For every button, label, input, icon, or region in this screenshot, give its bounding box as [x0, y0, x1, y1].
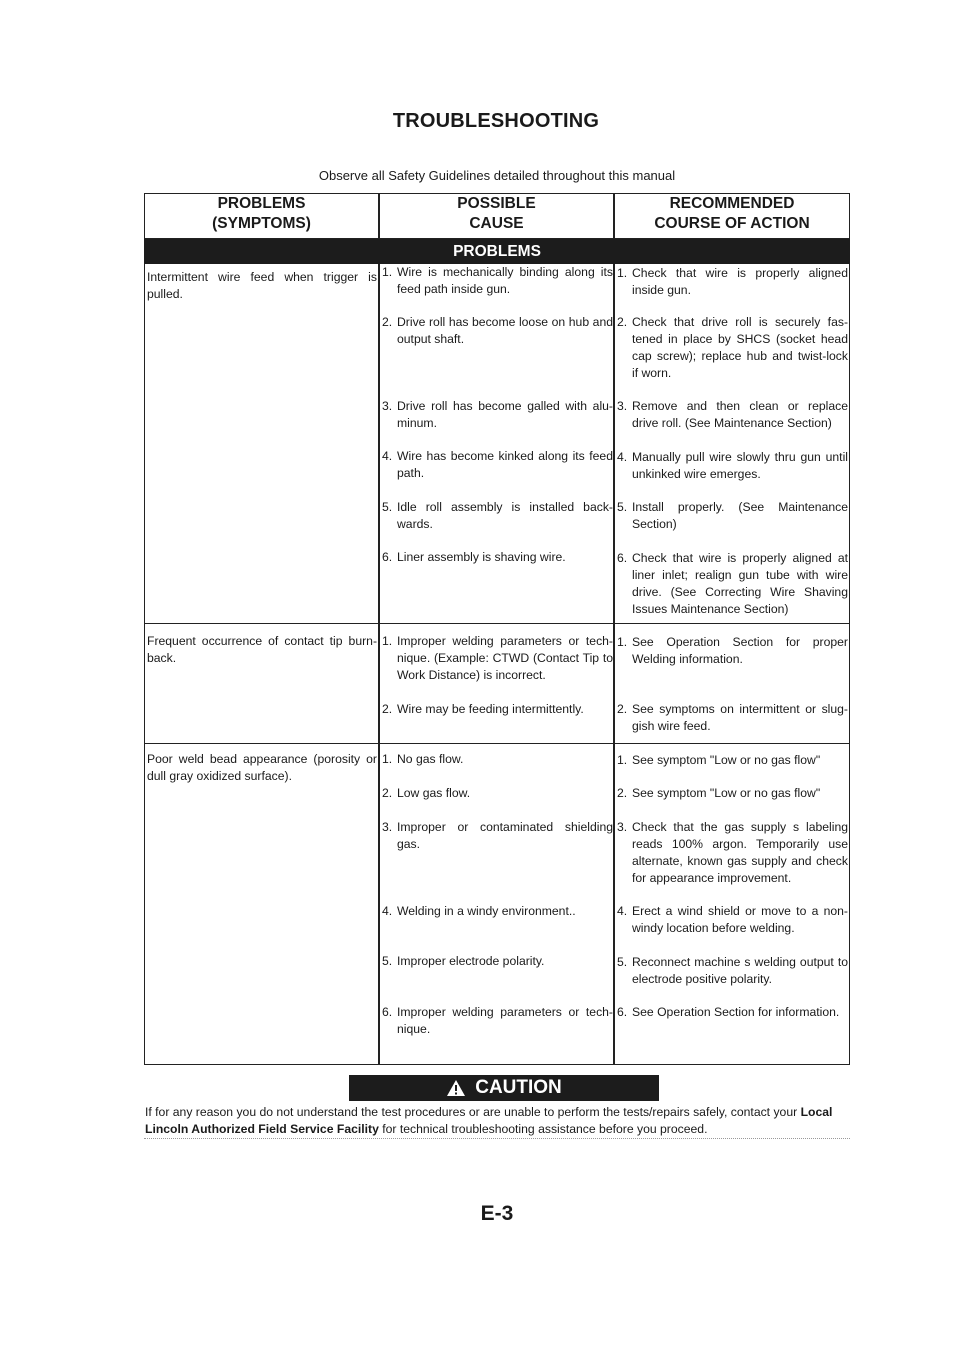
cause-text: Wire is mechanically binding along its feed path inside gun.: [397, 265, 613, 296]
action-number: 2.: [617, 786, 628, 800]
cause-number: 2.: [382, 786, 393, 800]
symptom-cell: [145, 264, 380, 623]
caution-text-2: for technical troubleshooting assistance before you proceed.: [378, 1122, 708, 1136]
symptom-cell: [145, 624, 380, 743]
section-bar-problems: PROBLEMS: [144, 239, 850, 264]
caution-text-bold: Local Lincoln Authorized Field Service Facility: [145, 1105, 833, 1136]
cause-text: Improper electrode polarity.: [397, 954, 545, 968]
cause-number: 3.: [382, 820, 393, 834]
action-number: 4.: [617, 450, 628, 464]
table-row: [144, 744, 850, 1065]
action-text: Manually pull wire slowly thru gun until unkinked wire emerges.: [632, 450, 848, 481]
action-text: Check that wire is properly aligned inside gun.: [632, 266, 848, 297]
cause-cell: [380, 624, 615, 743]
action-item: [617, 954, 848, 988]
action-item: [617, 634, 848, 668]
action-number: 6.: [617, 1005, 628, 1019]
action-text: Erect a wind shield or move to a non-windy location before welding.: [632, 904, 848, 935]
cause-number: 3.: [382, 399, 393, 413]
cause-item: [382, 264, 613, 298]
action-number: 1.: [617, 266, 628, 280]
action-cell: [615, 264, 849, 623]
cause-item: [382, 448, 613, 482]
cause-text: Drive roll has become galled with alu-minum.: [397, 399, 613, 430]
cause-number: 5.: [382, 954, 393, 968]
cause-text: Wire has become kinked along its feed path.: [397, 449, 613, 480]
cause-item: [382, 751, 613, 768]
cause-text: Improper or contaminated shielding gas.: [397, 820, 613, 851]
cause-number: 6.: [382, 550, 393, 564]
action-cell: [615, 744, 849, 1064]
cause-item: [382, 499, 613, 533]
cause-number: 2.: [382, 702, 393, 716]
cause-item: [382, 819, 613, 853]
action-item: [617, 1004, 848, 1021]
action-number: 4.: [617, 904, 628, 918]
action-item: [617, 314, 848, 382]
action-item: [617, 550, 848, 618]
cause-cell: [380, 744, 615, 1064]
action-cell: [615, 624, 849, 743]
cause-text: Low gas flow.: [397, 786, 471, 800]
cause-item: [382, 398, 613, 432]
action-item: [617, 499, 848, 533]
header-problems-line1: PROBLEMS: [217, 195, 306, 212]
cause-number: 4.: [382, 904, 393, 918]
action-number: 5.: [617, 500, 628, 514]
caution-banner: [349, 1075, 659, 1101]
action-text: Check that wire is properly aligned at liner inlet; realign gun tube with wire drive. (See Correcting Wire Shaving Issues Maintenance Section): [632, 551, 848, 616]
action-text: See symptom "Low or no gas flow": [632, 753, 821, 767]
action-text: See symptoms on intermittent or slug-gish wire feed.: [632, 702, 848, 733]
action-item: [617, 398, 848, 432]
cause-number: 5.: [382, 500, 393, 514]
action-number: 1.: [617, 753, 628, 767]
action-item: [617, 903, 848, 937]
action-number: 3.: [617, 820, 628, 834]
header-action-line2: COURSE OF ACTION: [654, 215, 810, 232]
table-row: [144, 264, 850, 624]
header-cause-line2: CAUSE: [469, 215, 524, 232]
action-number: 1.: [617, 635, 628, 649]
cause-text: Improper welding parameters or tech-nique.: [397, 1005, 613, 1036]
cause-number: 1.: [382, 752, 393, 766]
table-header: [144, 193, 850, 239]
action-text: Install properly. (See Maintenance Section): [632, 500, 848, 531]
cause-text: Welding in a windy environment..: [397, 904, 576, 918]
warning-icon: [446, 1079, 466, 1097]
symptom-cell: [145, 744, 380, 1064]
header-action: [615, 194, 849, 238]
symptom-text: Poor weld bead appearance (porosity or dull gray oxidized surface).: [147, 752, 377, 783]
cause-cell: [380, 264, 615, 623]
cause-text: Drive roll has become loose on hub and output shaft.: [397, 315, 613, 346]
symptom-text: Frequent occurrence of contact tip burn-back.: [147, 634, 377, 665]
page-title: TROUBLESHOOTING: [392, 110, 600, 132]
action-text: Check that the gas supply s labeling reads 100% argon. Temporarily use alternate, known gas supply and check for appearance improvement.: [632, 820, 848, 885]
action-text: See Operation Section for information.: [632, 1005, 840, 1019]
action-number: 5.: [617, 955, 628, 969]
cause-text: Liner assembly is shaving wire.: [397, 550, 566, 564]
header-cause-line1: POSSIBLE: [457, 195, 536, 212]
header-problems-line2: (SYMPTOMS): [212, 215, 311, 232]
safety-subtitle: Observe all Safety Guidelines detailed throughout this manual: [318, 168, 676, 183]
action-item: [617, 449, 848, 483]
cause-item: [382, 633, 613, 684]
header-cause: [380, 194, 615, 238]
cause-text: No gas flow.: [397, 752, 464, 766]
action-text: See Operation Section for proper Welding information.: [632, 635, 848, 666]
cause-item: [382, 314, 613, 348]
cause-text: Wire may be feeding intermittently.: [397, 702, 584, 716]
action-item: [617, 265, 848, 299]
action-text: Remove and then clean or replace drive roll. (See Maintenance Section): [632, 399, 848, 430]
cause-text: Idle roll assembly is installed back-wards.: [397, 500, 613, 531]
cause-item: [382, 903, 613, 920]
action-number: 3.: [617, 399, 628, 413]
action-item: [617, 785, 848, 802]
action-number: 2.: [617, 702, 628, 716]
symptom-text: Intermittent wire feed when trigger is pulled.: [147, 270, 377, 301]
cause-number: 4.: [382, 449, 393, 463]
header-action-line1: RECOMMENDED: [669, 195, 795, 212]
action-item: [617, 752, 848, 769]
cause-text: Improper welding parameters or tech-nique. (Example: CTWD (Contact Tip to Work Distance) is incorrect.: [397, 634, 613, 682]
cause-item: [382, 701, 613, 718]
action-number: 2.: [617, 315, 628, 329]
cause-number: 1.: [382, 634, 393, 648]
caution-text-1: If for any reason you do not understand the test procedures or are unable to perform the tests/repairs safely, contact your: [145, 1105, 801, 1119]
cause-item: [382, 549, 613, 566]
cause-number: 2.: [382, 315, 393, 329]
cause-item: [382, 1004, 613, 1038]
cause-item: [382, 953, 613, 970]
cause-number: 6.: [382, 1005, 393, 1019]
action-text: Reconnect machine s welding output to electrode positive polarity.: [632, 955, 848, 986]
cause-item: [382, 785, 613, 802]
page-number: E-3: [480, 1202, 514, 1225]
action-item: [617, 819, 848, 887]
action-item: [617, 701, 848, 735]
action-text: See symptom "Low or no gas flow": [632, 786, 821, 800]
action-number: 6.: [617, 551, 628, 565]
caution-label: CAUTION: [475, 1077, 562, 1098]
table-row: [144, 624, 850, 744]
action-text: Check that drive roll is securely fas-tened in place by SHCS (socket head cap screw); replace hub and twist-lock if worn.: [632, 315, 848, 380]
header-problems: [145, 194, 380, 238]
caution-note: [145, 1104, 851, 1138]
divider: [144, 1138, 850, 1139]
cause-number: 1.: [382, 265, 393, 279]
